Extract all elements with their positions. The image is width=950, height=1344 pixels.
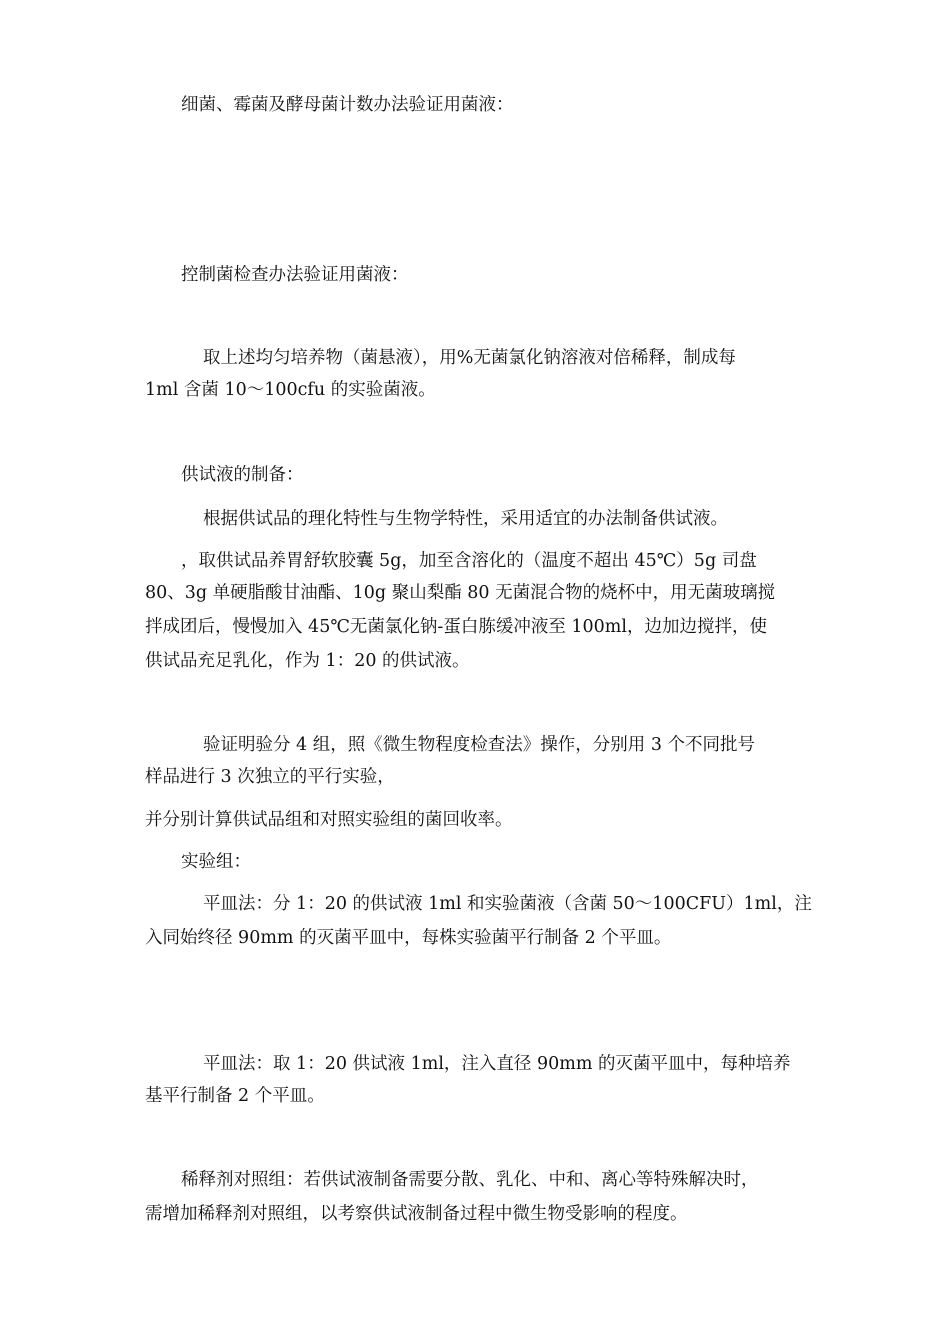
- paragraph-line: 并分别计算供试品组和对照实验组的菌回收率。: [145, 810, 513, 830]
- paragraph-line: 稀释剂对照组：若供试液制备需要分散、乳化、中和、离心等特殊解决时，: [181, 1170, 759, 1190]
- paragraph-line: 80、3g 单硬脂酸甘油酯、10g 聚山梨酯 80 无菌混合物的烧杯中，用无菌玻璃搅: [145, 583, 776, 603]
- paragraph-line: 取上述均匀培养物（菌悬液），用%无菌氯化钠溶液对倍稀释，制成每: [203, 348, 736, 368]
- paragraph-line: 根据供试品的理化特性与生物学特性，采用适宜的办法制备供试液。: [203, 509, 728, 529]
- paragraph-line: 验证明验分 4 组，照《微生物程度检查法》操作，分别用 3 个不同批号: [203, 735, 756, 755]
- paragraph-line: 平皿法：取 1：20 供试液 1ml，注入直径 90mm 的灭菌平皿中，每种培养: [203, 1054, 791, 1074]
- heading-experiment-group: 实验组：: [181, 852, 251, 872]
- heading-bacteria-count-strain: 细菌、霉菌及酵母菌计数办法验证用菌液：: [181, 95, 514, 115]
- paragraph-line: 样品进行 3 次独立的平行实验，: [145, 767, 395, 787]
- heading-control-strain: 控制菌检查办法验证用菌液：: [181, 265, 409, 285]
- paragraph-line: 供试品充足乳化，作为 1：20 的供试液。: [145, 651, 470, 671]
- heading-sample-prep: 供试液的制备：: [181, 465, 304, 485]
- paragraph-line: 拌成团后，慢慢加入 45℃无菌氯化钠-蛋白胨缓冲液至 100ml，边加边搅拌，使: [145, 617, 767, 637]
- paragraph-line: 基平行制备 2 个平皿。: [145, 1086, 325, 1106]
- paragraph-line: 入同始终径 90mm 的灭菌平皿中，每株实验菌平行制备 2 个平皿。: [145, 928, 672, 948]
- paragraph-line: 需增加稀释剂对照组，以考察供试液制备过程中微生物受影响的程度。: [145, 1204, 688, 1224]
- paragraph-line: ，取供试品养胃舒软胶囊 5g，加至含溶化的（温度不超出 45℃）5g 司盘: [181, 551, 757, 571]
- paragraph-line: 平皿法：分 1：20 的供试液 1ml 和实验菌液（含菌 50～100CFU）1ml，注: [203, 894, 812, 914]
- paragraph-line: 1ml 含菌 10～100cfu 的实验菌液。: [145, 380, 436, 400]
